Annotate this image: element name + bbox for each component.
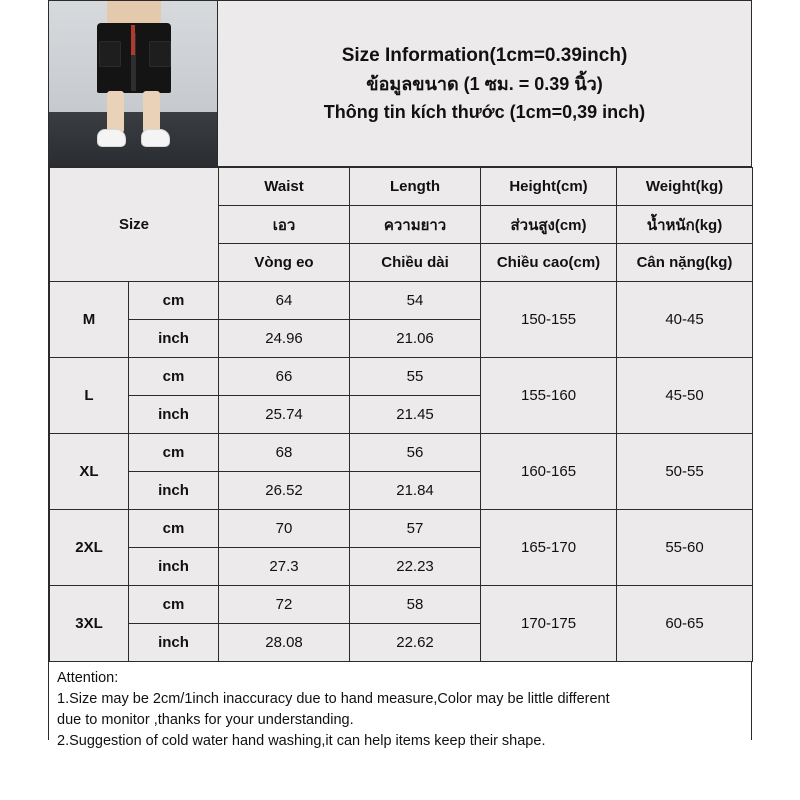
header-weight-en: Weight(kg) bbox=[617, 168, 753, 206]
attention-heading: Attention: bbox=[57, 670, 119, 686]
product-photo bbox=[49, 1, 218, 166]
red-strap bbox=[131, 25, 135, 55]
row-size-label: L bbox=[50, 358, 129, 434]
waist-cm: 66 bbox=[219, 358, 350, 396]
waist-inch: 27.3 bbox=[219, 548, 350, 586]
waist-cm: 64 bbox=[219, 282, 350, 320]
height-range: 160-165 bbox=[481, 434, 617, 510]
table-row bbox=[50, 586, 753, 624]
height-range: 155-160 bbox=[481, 358, 617, 434]
shorts-pocket-left bbox=[99, 41, 121, 67]
unit-inch: inch bbox=[129, 548, 219, 586]
waist-inch: 25.74 bbox=[219, 396, 350, 434]
weight-range: 45-50 bbox=[617, 358, 753, 434]
attention-line-1: 1.Size may be 2cm/1inch inaccuracy due to hand measure,Color may be little different bbox=[57, 691, 610, 707]
size-chart-frame bbox=[48, 0, 752, 749]
row-size-label: 3XL bbox=[50, 586, 129, 662]
unit-inch: inch bbox=[129, 320, 219, 358]
table-row bbox=[50, 434, 753, 472]
table-header-row-en bbox=[50, 168, 753, 206]
model-shoe-left bbox=[97, 129, 126, 147]
length-cm: 55 bbox=[350, 358, 481, 396]
row-size-label: XL bbox=[50, 434, 129, 510]
weight-range: 40-45 bbox=[617, 282, 753, 358]
header-height-en: Height(cm) bbox=[481, 168, 617, 206]
header-waist-vi: Vòng eo bbox=[219, 244, 350, 282]
header-weight-vi: Cân nặng(kg) bbox=[617, 244, 753, 282]
header-waist-th: เอว bbox=[219, 206, 350, 244]
model-shoe-right bbox=[141, 129, 170, 147]
attention-line-3: 2.Suggestion of cold water hand washing,it can help items keep their shape. bbox=[57, 733, 546, 749]
model-leg-right bbox=[143, 91, 160, 133]
height-range: 170-175 bbox=[481, 586, 617, 662]
photo-background-bottom bbox=[49, 112, 217, 166]
title-block bbox=[218, 1, 751, 166]
header-length-th: ความยาว bbox=[350, 206, 481, 244]
height-range: 165-170 bbox=[481, 510, 617, 586]
table-row bbox=[50, 282, 753, 320]
length-cm: 56 bbox=[350, 434, 481, 472]
length-inch: 22.23 bbox=[350, 548, 481, 586]
unit-cm: cm bbox=[129, 510, 219, 548]
length-inch: 21.45 bbox=[350, 396, 481, 434]
header-height-th: ส่วนสูง(cm) bbox=[481, 206, 617, 244]
height-range: 150-155 bbox=[481, 282, 617, 358]
unit-inch: inch bbox=[129, 396, 219, 434]
unit-cm: cm bbox=[129, 586, 219, 624]
waist-cm: 72 bbox=[219, 586, 350, 624]
waist-inch: 26.52 bbox=[219, 472, 350, 510]
unit-cm: cm bbox=[129, 434, 219, 472]
shorts-pocket-right bbox=[149, 41, 171, 67]
table-row bbox=[50, 510, 753, 548]
attention-block bbox=[49, 662, 751, 760]
header-length-en: Length bbox=[350, 168, 481, 206]
header-size-cell: Size bbox=[50, 168, 219, 282]
unit-cm: cm bbox=[129, 282, 219, 320]
attention-line-2: due to monitor ,thanks for your understanding. bbox=[57, 712, 354, 728]
header-waist-en: Waist bbox=[219, 168, 350, 206]
header-height-vi: Chiều cao(cm) bbox=[481, 244, 617, 282]
row-size-label: 2XL bbox=[50, 510, 129, 586]
unit-inch: inch bbox=[129, 624, 219, 662]
size-table bbox=[49, 167, 753, 662]
title-vietnamese: Thông tin kích thước (1cm=0,39 inch) bbox=[323, 101, 646, 122]
length-cm: 57 bbox=[350, 510, 481, 548]
length-inch: 22.62 bbox=[350, 624, 481, 662]
weight-range: 60-65 bbox=[617, 586, 753, 662]
header-weight-th: น้ำหนัก(kg) bbox=[617, 206, 753, 244]
title-english: Size Information(1cm=0.39inch) bbox=[341, 44, 628, 66]
weight-range: 55-60 bbox=[617, 510, 753, 586]
chart-header bbox=[49, 1, 751, 167]
waist-inch: 24.96 bbox=[219, 320, 350, 358]
row-size-label: M bbox=[50, 282, 129, 358]
unit-cm: cm bbox=[129, 358, 219, 396]
waist-cm: 68 bbox=[219, 434, 350, 472]
length-inch: 21.06 bbox=[350, 320, 481, 358]
unit-inch: inch bbox=[129, 472, 219, 510]
length-inch: 21.84 bbox=[350, 472, 481, 510]
waist-cm: 70 bbox=[219, 510, 350, 548]
header-length-vi: Chiều dài bbox=[350, 244, 481, 282]
length-cm: 54 bbox=[350, 282, 481, 320]
waist-inch: 28.08 bbox=[219, 624, 350, 662]
table-row bbox=[50, 358, 753, 396]
length-cm: 58 bbox=[350, 586, 481, 624]
title-thai: ข้อมูลขนาด (1 ซม. = 0.39 นิ้ว) bbox=[366, 73, 603, 94]
model-leg-left bbox=[107, 91, 124, 133]
weight-range: 50-55 bbox=[617, 434, 753, 510]
